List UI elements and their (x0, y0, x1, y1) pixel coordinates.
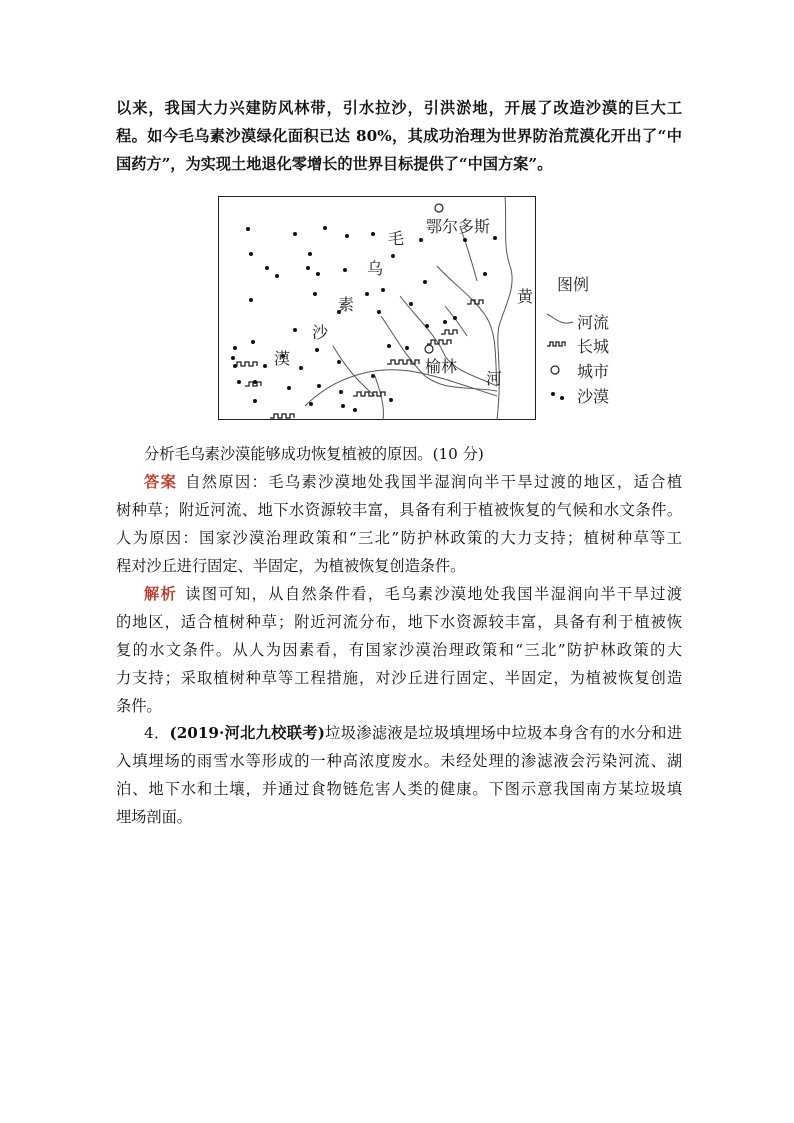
ordos-city-icon (435, 204, 443, 212)
map-label: 乌 (367, 259, 384, 278)
legend-city-icon (551, 366, 559, 374)
map-label-huang: 黄 (517, 287, 534, 306)
analysis-line: 复的水文条件。从人为因素看，有国家沙漠治理政策和“三北”防护林政策的大 (116, 641, 682, 659)
desert-dots (231, 226, 564, 412)
answer-line: 程对沙丘进行固定、半固定，为植被恢复创造条件。 (116, 557, 466, 575)
map-label-ordos: 鄂尔多斯 (426, 217, 491, 236)
map-label: 素 (338, 295, 355, 314)
answer-label: 答案 (144, 473, 178, 491)
map-label-yulin: 榆林 (425, 357, 458, 376)
question-text: 分析毛乌素沙漠能够成功恢复植被的原因。(10 分) (144, 445, 484, 463)
answer-line: 人为原因：国家沙漠治理政策和“三北”防护林政策的大力支持；植树种草等工 (116, 529, 682, 547)
q4-number: 4． (144, 724, 170, 742)
analysis-line: 条件。 (116, 697, 162, 715)
map-label: 沙 (312, 323, 329, 342)
legend-title: 图例 (557, 275, 590, 294)
analysis-line: 力支持；采取植树种草等工程措施，对沙丘进行固定、半固定，为植被恢复创造 (116, 669, 682, 687)
legend-river: 河流 (577, 313, 610, 332)
mu-us-desert-map (205, 186, 621, 424)
q4-line (144, 723, 682, 743)
analysis-label: 解析 (144, 585, 178, 603)
q4-source: (2019·河北九校联考) (169, 724, 325, 742)
paragraph-line: 国药方”，为实现土地退化零增长的世界目标提供了“中国方案”。 (116, 155, 553, 173)
analysis-text: 读图可知，从自然条件看，毛乌素沙漠地处我国半湿润向半干旱过渡 (185, 585, 683, 603)
answer-line: 树种草；附近河流、地下水资源较丰富，具备有利于植被恢复的气候和水文条件。 (116, 501, 682, 519)
paragraph-line: 程。如今毛乌素沙漠绿化面积已达 80%，其成功治理为世界防治荒漠化开出了“中 (116, 127, 682, 145)
map-label-he: 河 (486, 369, 503, 388)
legend-city: 城市 (577, 362, 610, 381)
answer-text: 自然原因：毛乌素沙漠地处我国半湿润向半干旱过渡的地区，适合植 (185, 473, 683, 491)
map-drawing (205, 186, 621, 424)
q4-line: 埋场剖面。 (116, 808, 192, 826)
answer-line (144, 472, 682, 492)
q4-text: 垃圾渗滤液是垃圾填埋场中垃圾本身含有的水分和进 (324, 724, 683, 742)
map-label: 漠 (274, 349, 291, 368)
q4-line: 泊、地下水和土壤，并通过食物链危害人类的健康。下图示意我国南方某垃圾填 (116, 780, 682, 798)
legend-great-wall: 长城 (577, 337, 610, 356)
yulin-city-icon (425, 345, 433, 353)
legend-desert: 沙漠 (577, 387, 610, 406)
q4-line: 入填埋场的雨雪水等形成的一种高浓度废水。未经处理的渗滤液会污染河流、湖 (116, 752, 682, 770)
map-label: 毛 (388, 229, 405, 248)
analysis-line: 的地区，适合植树种草；附近河流分布，地下水资源较丰富，具备有利于植被恢 (116, 613, 682, 631)
analysis-line (144, 584, 682, 604)
paragraph-line: 以来，我国大力兴建防风林带，引水拉沙，引洪淤地，开展了改造沙漠的巨大工 (116, 99, 682, 117)
